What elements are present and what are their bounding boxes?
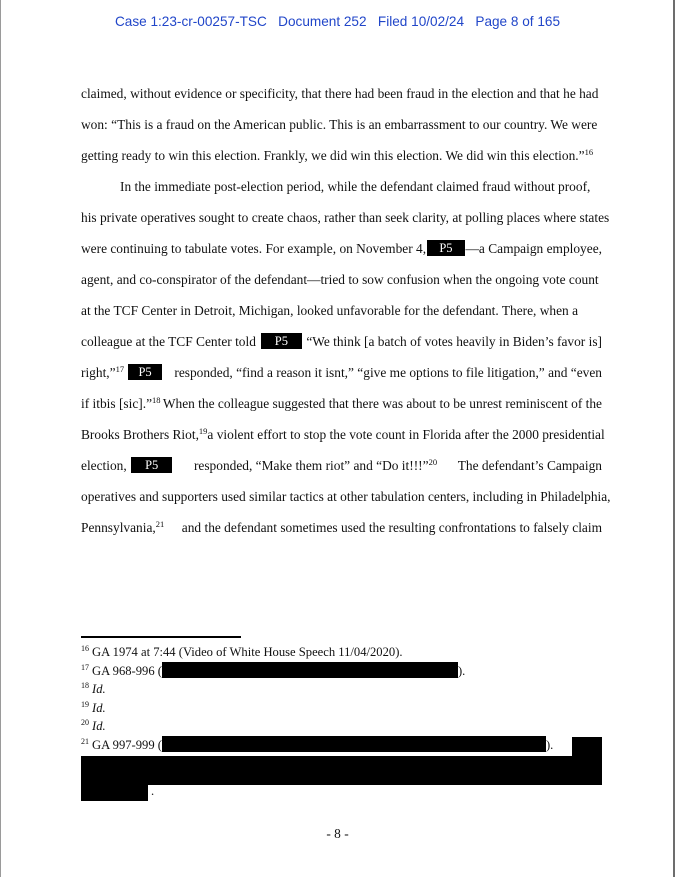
case-header: Case 1:23-cr-00257-TSC Document 252 Filed 10/02/24 Page 8 of 165	[114, 14, 561, 29]
redaction-p5: P5	[128, 364, 161, 380]
redaction-p5: P5	[427, 240, 464, 256]
line-text: operatives and supporters used similar tactics at other tabulation centers, including in Philadelphia,	[81, 489, 611, 504]
line-text: his private operatives sought to create chaos, rather than seek clarity, at polling places where states	[81, 210, 610, 225]
body-line	[81, 202, 610, 233]
redaction-block	[81, 783, 148, 801]
footnote-number: 16	[81, 644, 89, 653]
footnotes	[81, 643, 602, 755]
body-line	[81, 419, 605, 450]
body-line	[81, 357, 602, 388]
line-text: In the immediate post-election period, while the defendant claimed fraud without proof,	[120, 179, 591, 194]
redaction-block	[162, 662, 458, 678]
footnote-ref: 20	[428, 457, 438, 467]
footnote-19	[81, 699, 602, 718]
line-text: colleague at the TCF Center told	[81, 334, 256, 349]
footnote-18	[81, 680, 602, 699]
redaction-p5: P5	[261, 333, 302, 349]
footnote-text: GA 968-996 (	[92, 663, 162, 678]
footnote-text: ).	[457, 663, 466, 678]
line-text: won: “This is a fraud on the American public. This is an embarrassment to our country. We were	[81, 117, 598, 132]
page-left-edge	[0, 0, 1, 877]
footnote-text: ).	[545, 737, 554, 752]
footnote-17	[81, 662, 602, 681]
footnote-20	[81, 717, 602, 736]
line-text: responded, “find a reason it isnt,” “give me options to file litigation,” and “even	[174, 365, 602, 380]
line-text: responded, “Make them riot” and “Do it!!!”	[193, 458, 429, 473]
footnote-number: 17	[81, 662, 89, 672]
body-line	[81, 388, 602, 419]
body-line	[81, 450, 602, 481]
line-text: claimed, without evidence or specificity, that there had been fraud in the election and that he had	[81, 86, 599, 101]
redaction-block	[81, 756, 602, 785]
line-text: a violent effort to stop the vote count in Florida after the 2000 presidential	[207, 427, 605, 442]
body-line	[81, 295, 602, 326]
body-line	[81, 233, 602, 264]
footnote-21	[81, 736, 602, 755]
body-line	[81, 171, 602, 202]
body-line	[81, 140, 602, 171]
footnote-text: GA 997-999 (	[92, 737, 162, 752]
body-line	[81, 512, 602, 543]
footnote-separator	[81, 636, 241, 638]
footnote-tail-period: .	[151, 784, 155, 798]
footnote-ref: 17	[115, 364, 125, 374]
footnote-ref: 18	[152, 395, 161, 405]
line-text: “We think [a batch of votes heavily in Biden’s favor is]	[306, 334, 602, 349]
line-text: When the colleague suggested that there was about to be unrest reminiscent of the	[162, 396, 602, 411]
footnote-ref: 21	[155, 519, 165, 529]
footnote-ref: 16	[584, 147, 594, 157]
body-line	[81, 78, 602, 109]
line-text: agent, and co-conspirator of the defendant—tried to sow confusion when the ongoing vote count	[81, 272, 599, 287]
footnote-number: 20	[81, 718, 89, 728]
page-number: - 8 -	[326, 826, 349, 841]
line-text: The defendant’s Campaign	[457, 458, 602, 473]
footnote-text: Id.	[92, 700, 106, 715]
redaction-block	[162, 736, 546, 752]
body-text	[81, 78, 611, 543]
line-text: Pennsylvania,	[81, 520, 156, 535]
body-line	[81, 264, 602, 295]
line-text: were continuing to tabulate votes. For example, on November 4,	[81, 241, 427, 256]
body-line	[81, 109, 602, 140]
line-text: getting ready to win this election. Frankly, we did win this election. We did win this election.”	[81, 148, 585, 163]
footnote-text: GA 1974 at 7:44 (Video of White House Speech 11/04/2020).	[92, 645, 403, 659]
line-text: if itbis [sic].”	[81, 396, 153, 411]
line-text: and the defendant sometimes used the resulting confrontations to falsely claim	[181, 520, 602, 535]
footnote-number: 21	[81, 736, 89, 746]
redaction-p5: P5	[131, 457, 172, 473]
footnote-text: Id.	[92, 682, 106, 697]
footnote-16	[81, 643, 602, 662]
footnote-number: 19	[81, 699, 89, 709]
body-line	[81, 481, 611, 512]
body-line	[81, 326, 602, 357]
footnote-number: 18	[81, 681, 89, 691]
footnote-ref: 19	[198, 426, 208, 436]
line-text: election,	[81, 458, 127, 473]
footnote-text: Id.	[92, 719, 106, 734]
line-text: Brooks Brothers Riot,	[81, 427, 199, 442]
line-text: right,”	[81, 365, 116, 380]
line-text: at the TCF Center in Detroit, Michigan, looked unfavorable for the defendant. There, when a	[81, 303, 579, 318]
line-text: —a Campaign employee,	[465, 241, 602, 256]
